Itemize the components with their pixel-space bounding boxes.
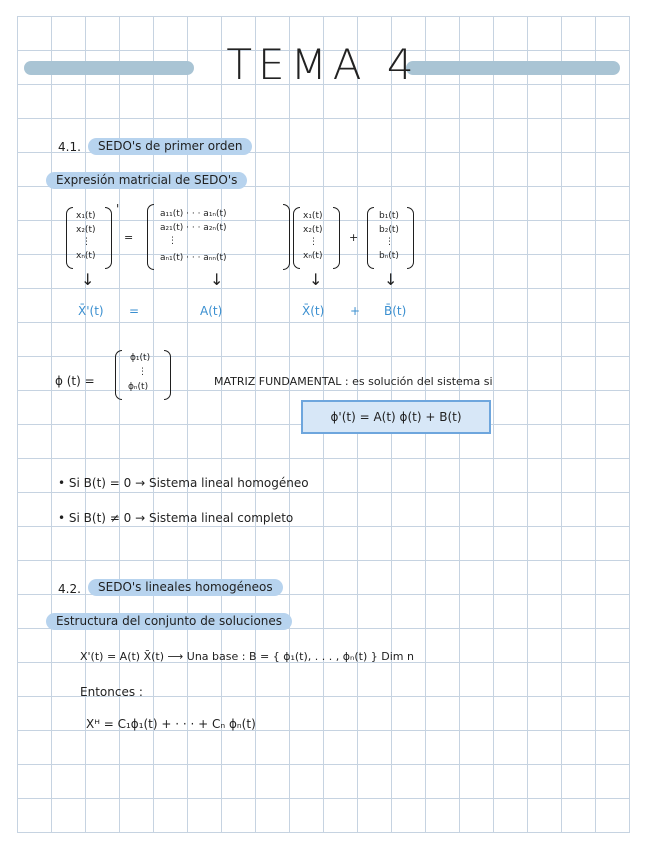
label-plus: + <box>350 304 361 318</box>
down-arrow-icon: ↓ <box>210 270 224 289</box>
fundamental-matrix-text: MATRIZ FUNDAMENTAL : es solución del sistema si <box>214 375 493 388</box>
equals-sign: = <box>124 231 134 244</box>
bullet-complete: • Si B(t) ≠ 0 → Sistema lineal completo <box>58 511 294 525</box>
matrix-entry: b₂(t) <box>379 225 399 235</box>
label-b: B̄(t) <box>384 304 407 318</box>
paren <box>333 207 340 269</box>
down-arrow-icon: ↓ <box>384 270 398 289</box>
base-line: X'(t) = A(t) X̄(t) ⟶ Una base : B = { ϕ₁(t), . . . , ϕₙ(t) } Dim n <box>80 650 414 663</box>
matrix-entry: x₂(t) <box>76 225 96 235</box>
matrix-entry: x₁(t) <box>76 211 96 221</box>
matrix-entry: aₙ₁(t) · · · aₙₙ(t) <box>160 253 227 263</box>
matrix-entry: xₙ(t) <box>76 251 96 261</box>
matrix-entry: ⋮ <box>309 237 318 247</box>
matrix-entry: bₙ(t) <box>379 251 399 261</box>
down-arrow-icon: ↓ <box>81 270 95 289</box>
paren <box>283 204 290 270</box>
phi-lhs: ϕ (t) = <box>55 374 95 388</box>
matrix-entry: ⋮ <box>82 237 91 247</box>
matrix-entry: ϕ₁(t) <box>130 353 151 363</box>
entonces-text: Entonces : <box>80 685 143 699</box>
page-title: TEMA 4 <box>226 40 420 89</box>
general-solution: Xᴴ = C₁ϕ₁(t) + · · · + Cₙ ϕₙ(t) <box>86 717 256 731</box>
boxed-equation: ϕ'(t) = A(t) ϕ(t) + B(t) <box>301 400 491 434</box>
down-arrow-icon: ↓ <box>309 270 323 289</box>
section-number: 4.1. <box>58 140 81 154</box>
section-heading: SEDO's de primer orden <box>88 138 252 155</box>
paren <box>367 207 374 269</box>
paren <box>105 207 112 269</box>
matrix-entry: b₁(t) <box>379 211 399 221</box>
matrix-entry: a₂₁(t) · · · a₂ₙ(t) <box>160 223 227 233</box>
section-heading: SEDO's lineales homogéneos <box>88 579 283 596</box>
prime-mark: ' <box>116 202 120 216</box>
matrix-entry: x₂(t) <box>303 225 323 235</box>
label-equals: = <box>129 304 140 318</box>
plus-sign: + <box>349 231 359 244</box>
section-number: 4.2. <box>58 582 81 596</box>
paren <box>407 207 414 269</box>
label-x-prime: X̄'(t) <box>78 304 104 318</box>
paren <box>293 207 300 269</box>
matrix-entry: a₁₁(t) · · · a₁ₙ(t) <box>160 209 227 219</box>
matrix-entry: x₁(t) <box>303 211 323 221</box>
section-subheading: Expresión matricial de SEDO's <box>46 172 247 189</box>
paren <box>115 350 122 400</box>
paren <box>164 350 171 400</box>
paren <box>147 204 154 270</box>
matrix-entry: ⋮ <box>138 367 147 377</box>
matrix-entry: ϕₙ(t) <box>128 382 149 392</box>
paren <box>66 207 73 269</box>
matrix-entry: ⋮ <box>168 236 177 246</box>
section-subheading: Estructura del conjunto de soluciones <box>46 613 292 630</box>
label-a: A(t) <box>200 304 223 318</box>
bullet-homogeneous: • Si B(t) = 0 → Sistema lineal homogéneo <box>58 476 309 490</box>
matrix-entry: ⋮ <box>385 237 394 247</box>
label-x: X̄(t) <box>302 304 325 318</box>
matrix-entry: xₙ(t) <box>303 251 323 261</box>
